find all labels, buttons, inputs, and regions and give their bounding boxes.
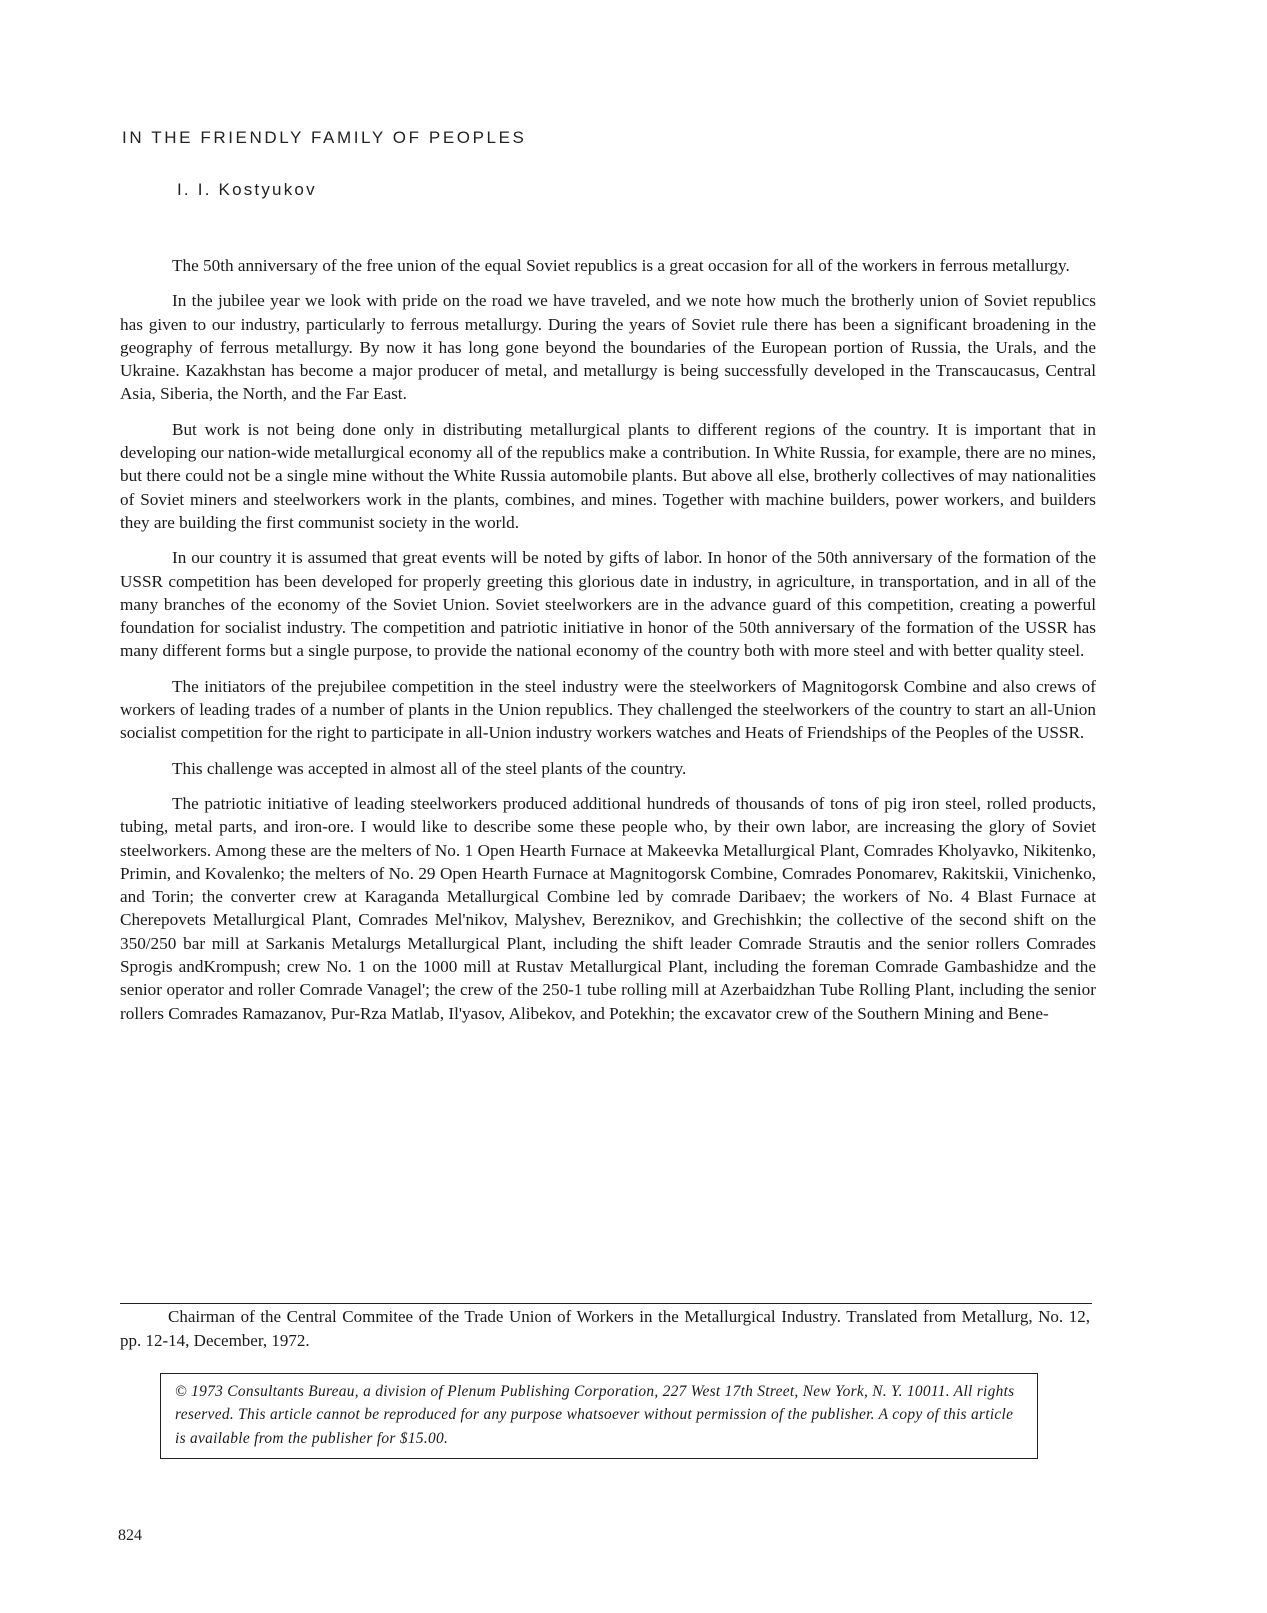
paragraph: The 50th anniversary of the free union of the equal Soviet republics is a great occasion for all of the workers in ferrous metallurgy. bbox=[172, 256, 1070, 275]
paragraph: The patriotic initiative of leading steelworkers produced additional hundreds of thousands of tons of pig iron steel, rolled products, tubing, metal parts, and iron-ore. I would like to describe some these people who, by their own labor, are increasing the glory of Soviet steelworkers. Among these are the melters of No. 1 Open Hearth Furnace at Makeevka Metallurgical Plant, Comrades Kholyavko, Nikitenko, Primin, and Kovalenko; the melters of No. 29 Open Hearth Furnace at Magnitogorsk Combine, Comrades Ponomarev, Rakitskii, Vinichenko, and Torin; the converter crew at Karaganda Metallurgical Combine led by comrade Daribaev; the workers of No. 4 Blast Furnace at Cherepovets Metallurgical Plant, Comrades Mel'nikov, Malyshev, Bereznikov, and Grechishkin; the collective of the second shift on the 350/250 bar mill at Sarkanis Metalurgs Metallurgical Plant, including the shift leader Comrade Strautis and the senior rollers Comrades Sprogis andKrompush; crew No. 1 on the 1000 mill at Rustav Metallurgical Plant, including the foreman Comrade Gambashidze and the senior operator and roller Comrade Vanagel'; the crew of the 250-1 tube rolling mill at Azerbaidzhan Tube Rolling Plant, including the senior rollers Comrades Ramazanov, Pur-Rza Matlab, Il'yasov, Alibekov, and Potekhin; the excavator crew of the Southern Mining and Bene- bbox=[120, 793, 1096, 1023]
article-author: I. I. Kostyukov bbox=[177, 180, 317, 199]
article-body bbox=[120, 254, 1096, 1037]
paragraph: In the jubilee year we look with pride on the road we have traveled, and we note how much the brotherly union of Soviet republics has given to our industry, particularly to ferrous metallurgy. During the years of Soviet rule there has been a significant broadening in the geography of ferrous metallurgy. By now it has long gone beyond the boundaries of the European portion of Russia, the Urals, and the Ukraine. Kazakhstan has become a major producer of metal, and metallurgy is being successfully developed in the Transcaucasus, Central Asia, Siberia, the North, and the Far East. bbox=[120, 291, 1096, 404]
footnote-divider bbox=[120, 1303, 1092, 1304]
paragraph: This challenge was accepted in almost all of the steel plants of the country. bbox=[172, 758, 687, 778]
paragraph: But work is not being done only in distributing metallurgical plants to different regions of the country. It is important that in developing our nation-wide metallurgical economy all of the republics make a contribution. In White Russia, for example, there are no mines, but there could not be a single mine without the White Russia automobile plants. But above all else, brotherly collectives of may nationalities of Soviet miners and steelworkers work in the plants, combines, and mines. Together with machine builders, power workers, and builders they are building the first communist society in the world. bbox=[120, 419, 1096, 532]
footnote: Chairman of the Central Commitee of the Trade Union of Workers in the Metallurgical Industry. Translated from Metallurg, No. 12, pp. 12-14, December, 1972. bbox=[120, 1307, 1090, 1350]
page-number: 824 bbox=[118, 1527, 142, 1544]
article-title: IN THE FRIENDLY FAMILY OF PEOPLES bbox=[122, 128, 527, 147]
paragraph: The initiators of the prejubilee competition in the steel industry were the steelworkers of Magnitogorsk Combine and also crews of workers of leading trades of a number of plants in the Union republics. They challenged the steelworkers of the country to start an all-Union socialist competition for the right to participate in all-Union industry workers watches and Heats of Friendships of the Peoples of the USSR. bbox=[120, 676, 1096, 743]
paragraph: In our country it is assumed that great events will be noted by gifts of labor. In honor of the 50th anniversary of the formation of the USSR competition has been developed for properly greeting this glorious date in industry, in agriculture, in transportation, and in all of the many branches of the economy of the Soviet Union. Soviet steelworkers are in the advance guard of this competition, creating a powerful foundation for socialist industry. The competition and patriotic initiative in honor of the 50th anniversary of the formation of the USSR has many different forms but a single purpose, to provide the national economy of the country both with more steel and with better quality steel. bbox=[120, 548, 1096, 661]
copyright-notice: © 1973 Consultants Bureau, a division of Plenum Publishing Corporation, 227 West 17th Street, New York, N. Y. 10011. All rights reserved. This article cannot be reproduced for any purpose whatsoever without permission of the publisher. A copy of this article is available from the publisher for $15.00. bbox=[160, 1373, 1038, 1459]
